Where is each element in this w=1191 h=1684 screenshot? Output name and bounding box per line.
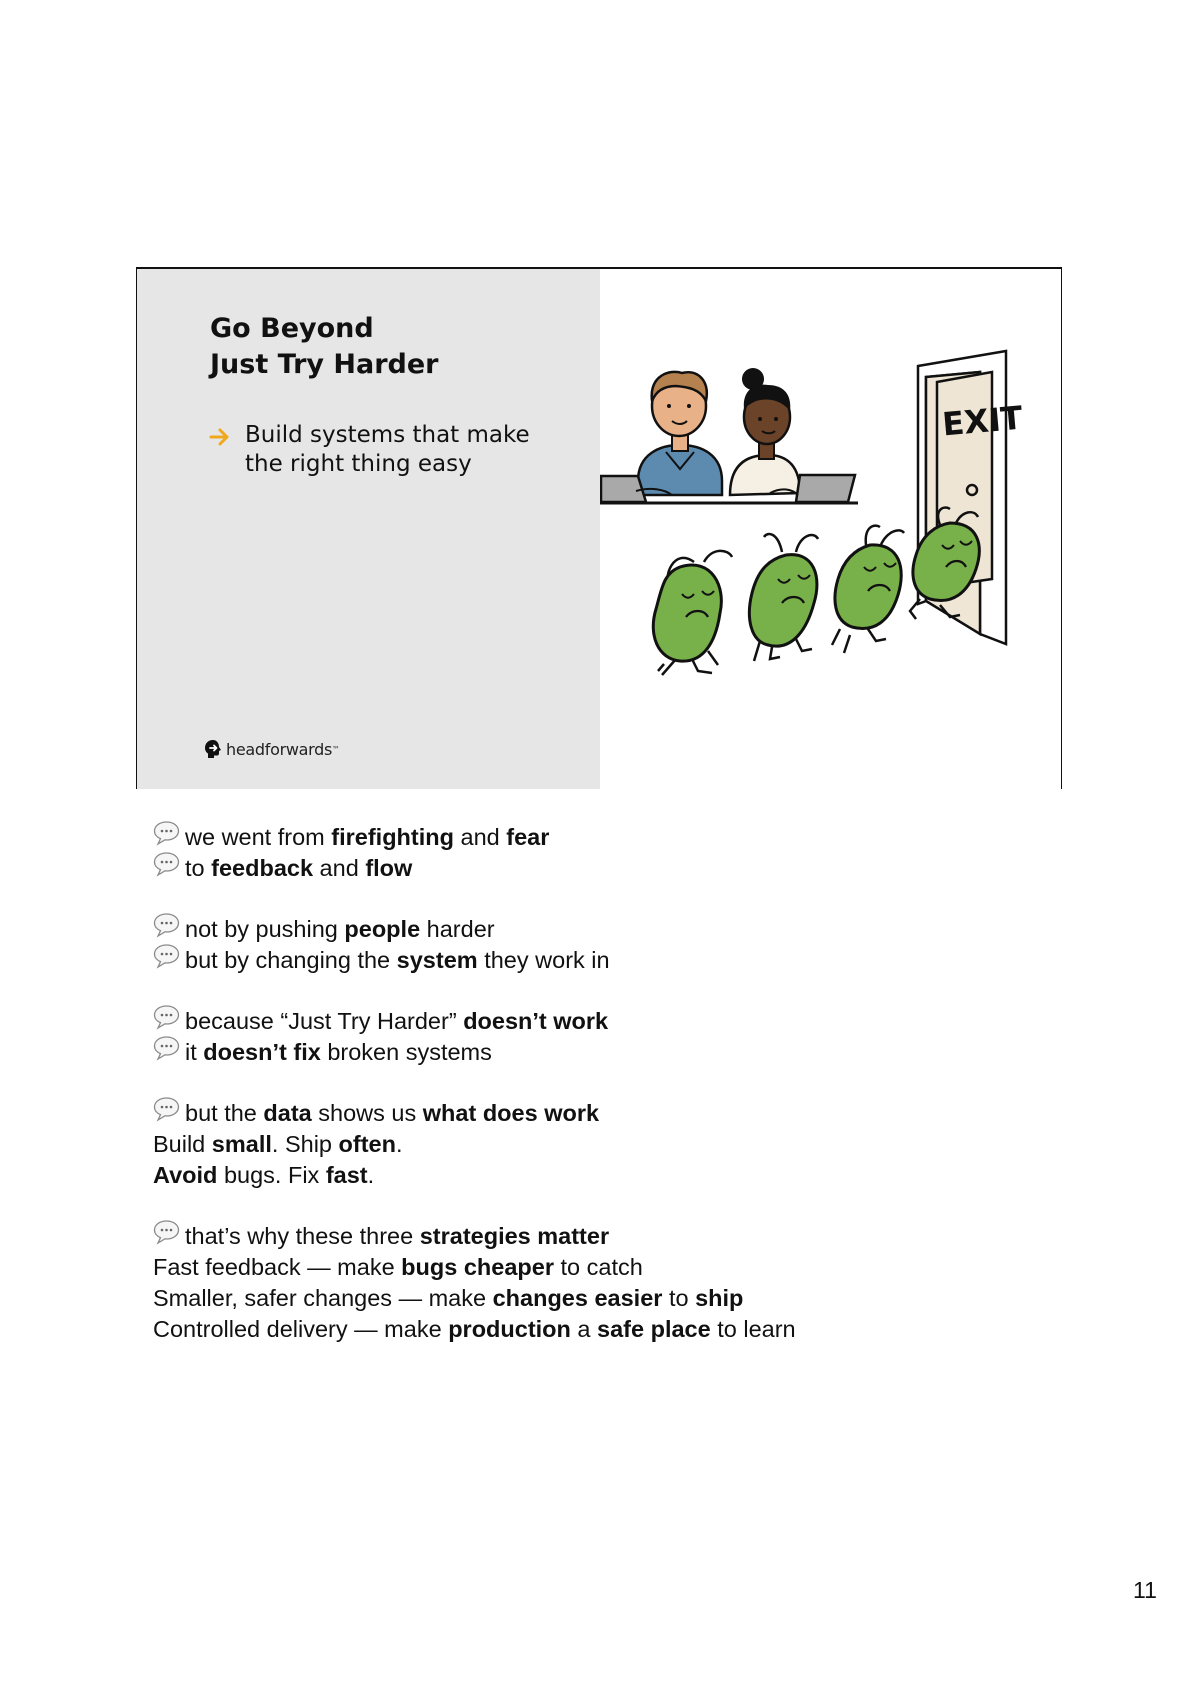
note-text [185,822,549,853]
note-line [153,1006,1053,1037]
note-segment: they work in [477,947,610,973]
note-segment: to catch [553,1254,643,1280]
note-segment: it [185,1039,204,1065]
slide-text-panel [137,269,600,789]
speech-bubble-icon [153,1219,180,1245]
note-segment: and [313,855,366,881]
slide-title [210,311,439,383]
speech-bubble-icon [153,1035,180,1061]
note-emphasis: changes easier [492,1285,663,1311]
note-segment: Build [153,1131,212,1157]
slide-title-line-1: Go Beyond [210,313,374,344]
note-line [153,1314,1053,1345]
note-emphasis: safe place [597,1316,711,1342]
note-segment: but the [185,1100,264,1126]
note-segment: . [367,1162,375,1188]
note-emphasis: small [211,1131,272,1157]
note-line [153,1037,1053,1068]
note-emphasis: fast [325,1162,368,1188]
note-segment: but by changing the [185,947,397,973]
slide-illustration [600,269,1061,789]
note-segment: harder [420,916,495,942]
note-emphasis: Avoid [153,1162,218,1188]
speech-bubble-icon [153,943,180,969]
note-text [153,1283,743,1314]
note-text [185,914,495,945]
note-segment: Fast feedback — make [153,1254,402,1280]
sad-bug-2 [749,534,818,661]
note-emphasis: data [263,1100,312,1126]
speech-bubble-icon [153,912,180,938]
note-text [185,945,610,976]
slide-bullet-line-2: the right thing easy [245,451,472,477]
arrow-right-icon [209,427,231,447]
headforwards-logo [204,739,340,759]
note-emphasis: flow [365,855,413,881]
slide-bullet [209,421,530,479]
note-emphasis: what does work [422,1100,600,1126]
note-segment: to [185,855,212,881]
note-segment: we went from [185,824,332,850]
note-emphasis: system [396,947,478,973]
note-emphasis: doesn’t fix [203,1039,321,1065]
slide-title-line-2: Just Try Harder [210,349,439,380]
note-line [153,822,1053,853]
speech-bubble-icon [153,851,180,877]
note-segment: . [395,1131,403,1157]
note-emphasis: often [338,1131,396,1157]
note-line [153,853,1053,884]
note-line [153,1098,1053,1129]
note-segment: to learn [710,1316,796,1342]
exit-sign-text: EXIT [940,398,1025,444]
man-at-laptop [601,372,722,502]
note-segment: and [453,824,507,850]
note-line [153,1252,1053,1283]
speech-bubble-icon [153,1004,180,1030]
note-segment: broken systems [320,1039,492,1065]
logo-trademark: ™ [332,744,340,754]
note-emphasis: production [448,1316,571,1342]
note-text [153,1314,796,1345]
note-segment: to [662,1285,696,1311]
note-emphasis: firefighting [331,824,454,850]
note-segment: not by pushing [185,916,345,942]
slide-thumbnail [136,267,1062,789]
note-emphasis: doesn’t work [463,1008,609,1034]
note-line [153,1283,1053,1314]
note-line [153,945,1053,976]
note-text [185,853,412,884]
note-emphasis: strategies matter [419,1223,610,1249]
page-number: 11 [1133,1577,1157,1603]
note-text [185,1221,609,1252]
note-segment: shows us [311,1100,423,1126]
note-line [153,914,1053,945]
note-text [185,1037,492,1068]
note-segment: Controlled delivery — make [153,1316,449,1342]
speech-bubble-icon [153,820,180,846]
note-segment: . Ship [271,1131,339,1157]
note-text [185,1006,608,1037]
note-segment: bugs. Fix [217,1162,326,1188]
note-text [153,1252,643,1283]
note-emphasis: bugs cheaper [401,1254,554,1280]
sad-bug-3 [832,526,904,653]
note-text [153,1129,402,1160]
slide-bullet-text [245,421,530,479]
note-text [153,1160,374,1191]
note-segment: Smaller, safer changes — make [153,1285,493,1311]
note-line [153,1160,1053,1191]
woman-at-laptop [730,368,855,502]
note-emphasis: feedback [211,855,314,881]
logo-text: headforwards [226,739,333,759]
head-logo-icon [204,739,222,759]
note-segment: because “Just Try Harder” [185,1008,464,1034]
note-emphasis: fear [506,824,550,850]
note-segment: that’s why these three [185,1223,420,1249]
note-line [153,1129,1053,1160]
slide-bullet-line-1: Build systems that make [245,422,530,448]
speech-bubble-icon [153,1096,180,1122]
speaker-notes [153,822,1053,1345]
note-segment: a [570,1316,598,1342]
note-emphasis: people [344,916,421,942]
note-emphasis: ship [695,1285,744,1311]
note-text [185,1098,599,1129]
sad-bug-1 [653,551,732,675]
note-line [153,1221,1053,1252]
